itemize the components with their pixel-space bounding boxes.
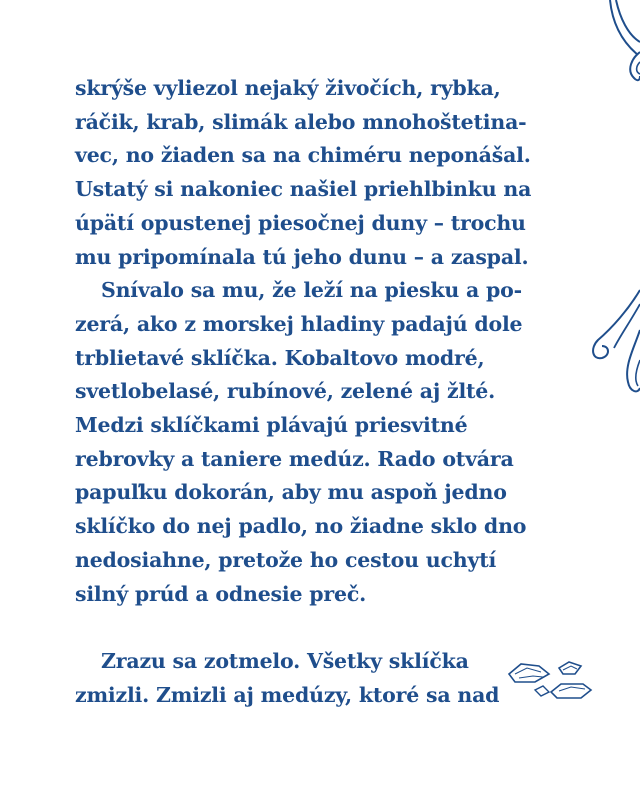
paragraph-3: [75, 645, 565, 712]
text-line: papuľku dokorán, aby mu aspoň jedno: [75, 480, 507, 505]
text-line: Zrazu sa zotmelo. Všetky sklíčka: [101, 648, 469, 673]
text-line: zerá, ako z morskej hladiny padajú dole: [75, 311, 523, 336]
seaweed-tendril-middle-icon: [588, 270, 640, 410]
seaweed-tendril-top-icon: [590, 0, 640, 110]
text-line: Medzi sklíčkami plávajú priesvitné: [75, 413, 468, 438]
text-line: mu pripomínala tú jeho dunu – a zaspal.: [75, 244, 529, 269]
paragraph-2: [75, 274, 565, 611]
text-line: ráčik, krab, slimák alebo mnohoštetina-: [75, 109, 527, 134]
text-line: zmizli. Zmizli aj medúzy, ktoré sa nad: [75, 682, 500, 707]
text-line: úpätí opustenej piesočnej duny – trochu: [75, 210, 526, 235]
text-line: svetlobelasé, rubínové, zelené aj žlté.: [75, 379, 496, 404]
text-line: vec, no žiaden sa na chiméru neponášal.: [75, 143, 531, 168]
paragraph-1: [75, 72, 565, 274]
body-text: [75, 72, 565, 712]
text-line: rebrovky a taniere medúz. Rado otvára: [75, 446, 514, 471]
text-line: trblietavé sklíčka. Kobaltovo modré,: [75, 345, 485, 370]
text-line: skrýše vyliezol nejaký živočích, rybka,: [75, 76, 501, 100]
text-line: Ustatý si nakoniec našiel priehlbinku na: [75, 177, 532, 202]
paragraph-gap: [75, 611, 565, 645]
text-line: silný prúd a odnesie preč.: [75, 581, 367, 606]
text-line: nedosiahne, pretože ho cestou uchytí: [75, 547, 497, 572]
text-line: sklíčko do nej padlo, no žiadne sklo dno: [75, 514, 527, 539]
text-line: Snívalo sa mu, že leží na piesku a po-: [101, 278, 522, 303]
